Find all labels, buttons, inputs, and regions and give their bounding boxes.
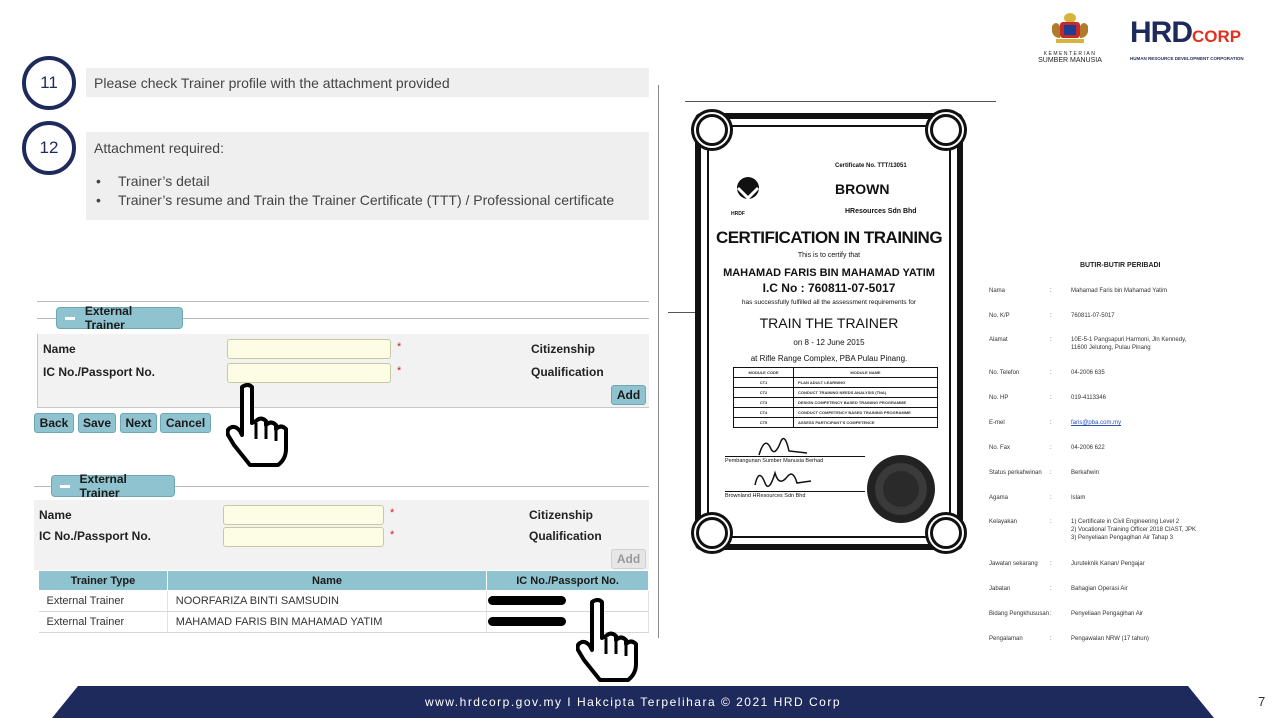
step-number: 11: [40, 73, 58, 92]
module-row: CT2 CONDUCT TRAINING NEEDS ANALYSIS (TNA): [734, 388, 938, 398]
seal-icon: [865, 453, 937, 525]
trainer-type-cell: External Trainer: [39, 591, 168, 612]
column-header-trainer-type[interactable]: Trainer Type: [39, 571, 168, 591]
vertical-divider: [658, 85, 659, 638]
detail-value: 11600 Jelutong, Pulau Pinang: [1071, 345, 1151, 351]
detail-label: Nama: [989, 288, 1006, 294]
required-marker: *: [397, 341, 402, 353]
back-button[interactable]: Back: [34, 413, 74, 433]
next-button[interactable]: Next: [120, 413, 157, 433]
step-11-text-box: [86, 68, 649, 97]
detail-sep: :: [1050, 495, 1052, 501]
ic-input[interactable]: [227, 363, 391, 383]
detail-value: 04-2006 622: [1071, 445, 1105, 451]
hrd-logo-main: HRD: [1130, 16, 1192, 49]
detail-value: Islam: [1071, 495, 1086, 501]
required-marker: *: [390, 529, 395, 541]
detail-label: E-mel: [989, 420, 1005, 426]
module-row: CT3 DESIGN COMPETENCY BASED TRAINING PROGRAMME: [734, 398, 938, 408]
detail-sep: :: [1050, 519, 1052, 525]
ornament-corner: [925, 109, 967, 151]
detail-value: 019-4113346: [1071, 395, 1106, 401]
detail-value: Juruteknik Kanan/ Pengajar: [1071, 561, 1145, 567]
cancel-button[interactable]: Cancel: [160, 413, 211, 433]
detail-value: 3) Penyeliaan Pengagihan Air Tahap 3: [1071, 535, 1173, 541]
detail-value: 10E-5-1 Pangsapuri Harmoni, Jln Kennedy,: [1071, 337, 1187, 343]
detail-label: Pengalaman: [989, 636, 1023, 642]
detail-value: 04-2006 635: [1071, 370, 1105, 376]
detail-label: Jabatan: [989, 586, 1011, 592]
cert-dates: on 8 - 12 June 2015: [793, 338, 865, 347]
panel1-legend: External Trainer: [84, 304, 133, 332]
add-button-disabled[interactable]: Add: [611, 549, 646, 569]
cert-ic: I.C No : 760811-07-5017: [762, 281, 896, 295]
trainer-name-cell: NOORFARIZA BINTI SAMSUDIN: [167, 591, 486, 612]
required-marker: *: [397, 365, 402, 377]
company-name: BROWN: [835, 181, 890, 197]
detail-value: Berkahwin: [1071, 470, 1100, 476]
detail-label: Alamat: [989, 337, 1008, 343]
minus-icon: [65, 317, 75, 320]
step-11-text: Please check Trainer profile with the attachment provided: [94, 75, 450, 91]
detail-label: No. Fax: [989, 445, 1011, 451]
detail-sep: :: [1050, 288, 1052, 294]
hrd-logo-corp: CORP: [1192, 27, 1242, 46]
ic-label: IC No./Passport No.: [43, 365, 156, 379]
detail-sep: :: [1050, 370, 1052, 376]
column-header-name[interactable]: Name: [167, 571, 486, 591]
personal-details-title: BUTIR-BUTIR PERIBADI: [1080, 262, 1161, 269]
column-header-ic[interactable]: IC No./Passport No.: [487, 571, 649, 591]
detail-sep: :: [1050, 586, 1052, 592]
qualification-label: Qualification: [531, 365, 604, 379]
detail-label: Bidang Pengkhususan: [989, 611, 1050, 617]
cert-certify: This is to certify that: [797, 252, 861, 259]
cert-course: TRAIN THE TRAINER: [759, 315, 899, 331]
save-button[interactable]: Save: [78, 413, 116, 433]
detail-value: 760811-07-5017: [1071, 313, 1115, 319]
scan-line: [685, 101, 996, 102]
detail-value: 2) Vocational Training Officer 2018 CIAST, JPK: [1071, 527, 1196, 533]
citizenship-label: Citizenship: [531, 342, 596, 356]
cert-venue: at Rifle Range Complex, PBA Pulau Pinang.: [750, 354, 908, 363]
kementerian-logo: [1038, 12, 1102, 64]
ornament-corner: [691, 512, 733, 554]
signatory-2: Brownland HResources Sdn Bhd: [725, 491, 865, 499]
table-header-row: [39, 571, 649, 591]
module-row: CT4 CONDUCT COMPETENCY BASED TRAINING PROGRAMME: [734, 408, 938, 418]
step-11-badge: [22, 56, 76, 110]
signatory-1: Pembangunan Sumber Manusia Berhad: [725, 456, 865, 464]
redaction-bar: [488, 617, 566, 626]
hand-pointer-icon: [576, 598, 644, 684]
ornament-corner: [691, 109, 733, 151]
hrd-logo-sub: HUMAN RESOURCE DEVELOPMENT CORPORATION: [1130, 56, 1244, 61]
detail-value: Mahamad Faris bin Mahamad Yatim: [1071, 288, 1168, 294]
cert-number: Certificate No. TTT/13051: [835, 163, 907, 169]
name-label: Name: [43, 342, 76, 356]
bullet-item: • Trainer’s resume and Train the Trainer Certificate (TTT) / Professional certificate: [96, 192, 615, 208]
required-marker: *: [390, 507, 395, 519]
panel2-collapse-toggle[interactable]: [51, 472, 175, 500]
detail-value: Penyeliaan Pengagihan Air: [1071, 611, 1144, 617]
detail-label: No. K/P: [989, 313, 1010, 319]
detail-value: Pengawalan NRW (17 tahun): [1071, 636, 1149, 642]
step-12-badge: [22, 121, 76, 175]
crest-icon: [1048, 12, 1092, 46]
add-button[interactable]: Add: [611, 385, 646, 405]
cert-fulfilled: has successfully fulfilled all the assessment requirements for: [741, 299, 917, 306]
name-input[interactable]: [227, 339, 391, 359]
detail-sep: :: [1050, 313, 1052, 319]
module-header-name: MODULE NAME: [794, 368, 938, 378]
minus-icon: [60, 485, 70, 488]
hrdf-label: HRDF: [731, 211, 745, 217]
hrdcorp-logo: [1130, 18, 1264, 64]
name-input[interactable]: [223, 505, 384, 525]
company-suffix: HResources Sdn Bhd: [845, 208, 917, 215]
detail-sep: :: [1050, 445, 1052, 451]
detail-label: Status perkahwinan: [989, 470, 1042, 476]
detail-label: Agama: [989, 495, 1009, 501]
detail-label: No. HP: [989, 395, 1009, 401]
cert-recipient: MAHAMAD FARIS BIN MAHAMAD YATIM: [723, 267, 935, 279]
module-row: CT5 ASSESS PARTICIPANT'S COMPETENCE: [734, 418, 938, 428]
cert-heading: CERTIFICATION IN TRAINING: [715, 228, 943, 247]
detail-label: Kelayakan: [989, 519, 1018, 525]
detail-sep: :: [1050, 611, 1052, 617]
email-link[interactable]: faris@pba.com.my: [1071, 420, 1122, 426]
detail-sep: :: [1050, 337, 1052, 343]
detail-value: Bahagian Operasi Air: [1071, 586, 1128, 592]
name-label: Name: [39, 508, 72, 522]
step-12-text-box: [86, 132, 649, 220]
footer-text: www.hrdcorp.gov.my I Hakcipta Terpelihara © 2021 HRD Corp: [424, 695, 842, 709]
detail-label: No. Telefon: [989, 370, 1020, 376]
ic-input[interactable]: [223, 527, 384, 547]
panel-divider: [37, 301, 649, 302]
trainer-name-cell: MAHAMAD FARIS BIN MAHAMAD YATIM: [167, 612, 486, 633]
detail-sep: :: [1050, 420, 1052, 426]
redaction-bar: [488, 596, 566, 605]
hand-pointer-icon: [226, 383, 294, 469]
bullet-item: • Trainer’s detail: [96, 173, 210, 189]
hrdf-logo-icon: [728, 176, 768, 206]
trainer-type-cell: External Trainer: [39, 612, 168, 633]
module-header-code: MODULE CODE: [734, 368, 794, 378]
module-table: [733, 367, 938, 428]
ttt-certificate-image: [695, 113, 963, 550]
panel2-legend: External Trainer: [79, 472, 127, 500]
detail-value: 1) Certificate in Civil Engineering Level 2: [1071, 519, 1180, 525]
detail-label: Jawatan sekarang: [989, 561, 1038, 567]
step-12-heading: Attachment required:: [94, 140, 224, 156]
detail-sep: :: [1050, 561, 1052, 567]
kementerian-line2: SUMBER MANUSIA: [1038, 57, 1102, 64]
module-header-row: [734, 368, 938, 378]
detail-sep: :: [1050, 470, 1052, 476]
module-row: CT1 PLAN ADULT LEARNING: [734, 378, 938, 388]
page-number: 7: [1258, 694, 1266, 709]
ic-label: IC No./Passport No.: [39, 529, 152, 543]
detail-sep: :: [1050, 636, 1052, 642]
citizenship-label: Citizenship: [529, 508, 594, 522]
step-number: 12: [39, 138, 59, 157]
kementerian-line1: KEMENTERIAN: [1043, 51, 1097, 57]
panel1-collapse-toggle[interactable]: [56, 304, 183, 332]
qualification-label: Qualification: [529, 529, 602, 543]
detail-sep: :: [1050, 395, 1052, 401]
